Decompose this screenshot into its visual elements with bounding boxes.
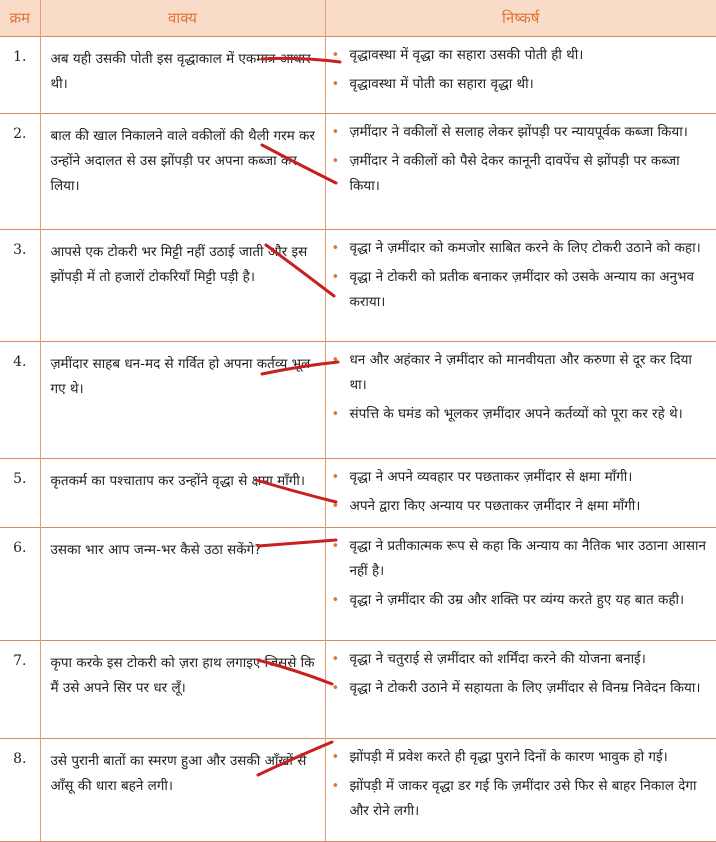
row-number: 4. — [0, 342, 40, 459]
bullet-icon: • — [331, 593, 340, 608]
option-item[interactable]: • वृद्धा ने अपने व्यवहार पर पछताकर ज़मींदार से क्षमा माँगी। — [332, 465, 713, 490]
option-item[interactable]: • झोंपड़ी में जाकर वृद्धा डर गई कि ज़मींदार उसे फिर से बाहर निकाल देगा और रोने लगी। — [332, 774, 713, 824]
option-item[interactable]: • वृद्धावस्था में पोती का सहारा वृद्धा थी। — [332, 72, 713, 97]
sentence-cell: कृपा करके इस टोकरी को ज़रा हाथ लगाइए जिससे कि मैं उसे अपने सिर पर धर लूँ। — [40, 641, 325, 739]
bullet-icon: • — [331, 470, 340, 485]
header-serial: क्रम — [0, 0, 40, 37]
row-number: 8. — [0, 739, 40, 842]
row-number: 7. — [0, 641, 40, 739]
bullet-icon: • — [331, 652, 340, 667]
bullet-icon: • — [331, 241, 340, 256]
sentence-cell: आपसे एक टोकरी भर मिट्टी नहीं उठाई जाती और इस झोंपड़ी में तो हजारों टोकरियाँ मिट्टी पड़ी है। — [40, 230, 325, 342]
bullet-icon: • — [331, 750, 340, 765]
sentence-cell: बाल की खाल निकालने वाले वकीलों की थैली गरम कर उन्होंने अदालत से उस झोंपड़ी पर अपना कब्जा कर लिया। — [40, 114, 325, 230]
option-item[interactable]: • वृद्धा ने चतुराई से ज़मींदार को शर्मिंदा करने की योजना बनाई। — [332, 647, 713, 672]
row-number: 2. — [0, 114, 40, 230]
option-item[interactable]: • वृद्धा ने ज़मींदार को कमजोर साबित करने के लिए टोकरी उठाने को कहा। — [332, 236, 713, 261]
conclusion-cell — [325, 342, 716, 459]
conclusion-cell — [325, 528, 716, 641]
table-row — [0, 459, 716, 528]
table-row — [0, 114, 716, 230]
bullet-icon: • — [331, 407, 340, 422]
header-sentence: वाक्य — [40, 0, 325, 37]
bullet-icon: • — [331, 681, 340, 696]
header-row — [0, 0, 716, 37]
sentence-cell: ज़मींदार साहब धन-मद से गर्वित हो अपना कर्तव्य भूल गए थे। — [40, 342, 325, 459]
bullet-icon: • — [331, 77, 340, 92]
option-item[interactable]: • वृद्धा ने टोकरी को प्रतीक बनाकर ज़मींदार को उसके अन्याय का अनुभव कराया। — [332, 265, 713, 315]
option-item[interactable]: • धन और अहंकार ने ज़मींदार को मानवीयता और करुणा से दूर कर दिया था। — [332, 348, 713, 398]
conclusion-cell — [325, 459, 716, 528]
option-item[interactable]: • ज़मींदार ने वकीलों से सलाह लेकर झोंपड़ी पर न्यायपूर्वक कब्जा किया। — [332, 120, 713, 145]
table-row — [0, 37, 716, 114]
row-number: 3. — [0, 230, 40, 342]
row-number: 1. — [0, 37, 40, 114]
row-number: 6. — [0, 528, 40, 641]
bullet-icon: • — [331, 48, 340, 63]
conclusion-cell — [325, 230, 716, 342]
option-item[interactable]: • वृद्धा ने प्रतीकात्मक रूप से कहा कि अन्याय का नैतिक भार उठाना आसान नहीं है। — [332, 534, 713, 584]
bullet-icon: • — [331, 779, 340, 794]
option-item[interactable]: • वृद्धा ने ज़मींदार की उम्र और शक्ति पर व्यंग्य करते हुए यह बात कही। — [332, 588, 713, 613]
bullet-icon: • — [331, 154, 340, 169]
table-row — [0, 230, 716, 342]
bullet-icon: • — [331, 499, 340, 514]
sentence-cell: अब यही उसकी पोती इस वृद्धाकाल में एकमात्र आधार थी। — [40, 37, 325, 114]
sentence-cell: उसका भार आप जन्म-भर कैसे उठा सकेंगे? — [40, 528, 325, 641]
conclusion-cell — [325, 114, 716, 230]
option-item[interactable]: • वृद्धावस्था में वृद्धा का सहारा उसकी पोती ही थी। — [332, 43, 713, 68]
bullet-icon: • — [331, 270, 340, 285]
sentence-cell: उसे पुरानी बातों का स्मरण हुआ और उसकी आँखों से आँसू की धारा बहने लगी। — [40, 739, 325, 842]
conclusion-cell — [325, 739, 716, 842]
table-row — [0, 641, 716, 739]
header-conclusion: निष्कर्ष — [325, 0, 716, 37]
bullet-icon: • — [331, 125, 340, 140]
option-item[interactable]: • झोंपड़ी में प्रवेश करते ही वृद्धा पुराने दिनों के कारण भावुक हो गई। — [332, 745, 713, 770]
row-number: 5. — [0, 459, 40, 528]
conclusion-cell — [325, 37, 716, 114]
bullet-icon: • — [331, 539, 340, 554]
bullet-icon: • — [331, 353, 340, 368]
table-row — [0, 528, 716, 641]
table-row — [0, 342, 716, 459]
option-item[interactable]: • संपत्ति के घमंड को भूलकर ज़मींदार अपने कर्तव्यों को पूरा कर रहे थे। — [332, 402, 713, 427]
table-row — [0, 739, 716, 842]
option-item[interactable]: • वृद्धा ने टोकरी उठाने में सहायता के लिए ज़मींदार से विनम्र निवेदन किया। — [332, 676, 713, 701]
sentence-cell: कृतकर्म का पश्चाताप कर उन्होंने वृद्धा से क्षमा माँगी। — [40, 459, 325, 528]
conclusion-cell — [325, 641, 716, 739]
option-item[interactable]: • अपने द्वारा किए अन्याय पर पछताकर ज़मींदार ने क्षमा माँगी। — [332, 494, 713, 519]
option-item[interactable]: • ज़मींदार ने वकीलों को पैसे देकर कानूनी दावपेंच से झोंपड़ी पर कब्जा किया। — [332, 149, 713, 199]
